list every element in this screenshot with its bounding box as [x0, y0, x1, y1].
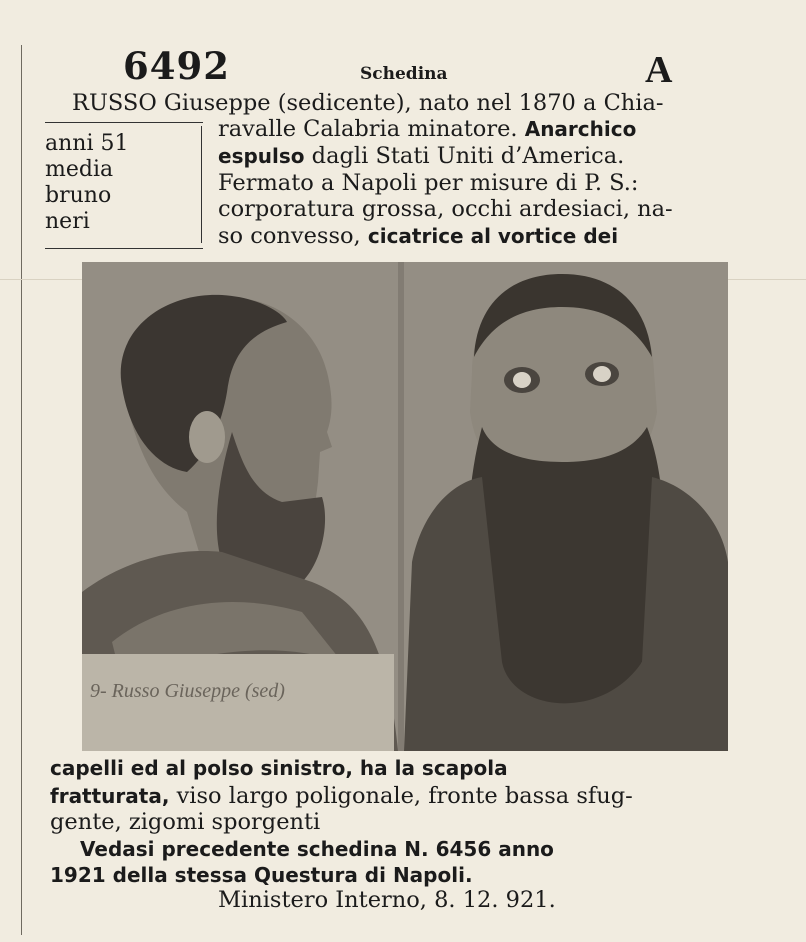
record-type-label: Schedina — [360, 64, 448, 84]
continuation-line — [50, 862, 473, 889]
continuation-line — [80, 836, 554, 863]
text-segment: so convesso, — [218, 223, 368, 249]
record-number: 6492 — [123, 44, 230, 88]
description-line — [72, 90, 664, 117]
descriptor-height: media — [45, 157, 114, 182]
text-segment: dagli Stati Uniti d’America. — [304, 143, 625, 169]
text-segment: ravalle Calabria minatore. — [218, 116, 525, 142]
bold-text-segment: Anarchico — [524, 117, 637, 141]
descriptor-age: anni 51 — [45, 131, 129, 156]
photo-caption: 9- Russo Giuseppe (sed) — [90, 680, 285, 702]
bold-text-segment: 1921 della stessa Questura di Napoli. — [50, 863, 473, 887]
bold-text-segment: espulso — [218, 144, 305, 168]
descriptor-box-divider — [201, 126, 202, 243]
description-line — [218, 116, 636, 143]
text-segment: Fermato a Napoli per misure di P. S.: — [218, 170, 639, 196]
mugshot-photo — [82, 262, 728, 751]
text-segment: gente, zigomi sporgenti — [50, 809, 321, 835]
issuer-footer: Ministero Interno, 8. 12. 921. — [218, 887, 556, 913]
category-letter: A — [645, 49, 673, 91]
bold-text-segment: Vedasi precedente schedina N. 6456 anno — [80, 837, 554, 861]
descriptor-hair: neri — [45, 209, 90, 234]
text-segment: corporatura grossa, occhi ardesiaci, na- — [218, 196, 673, 222]
continuation-line — [50, 783, 633, 810]
description-line — [218, 223, 618, 250]
description-line — [218, 143, 624, 170]
bold-text-segment: fratturata, — [50, 784, 170, 808]
descriptor-box — [45, 122, 203, 249]
text-segment: viso largo poligonale, fronte bassa sfug- — [169, 783, 633, 809]
description-line — [218, 196, 673, 223]
text-segment: RUSSO Giuseppe (sedicente), nato nel 1870 a Chia- — [72, 90, 664, 116]
continuation-line — [50, 755, 508, 782]
bold-text-segment: capelli ed al polso sinistro, ha la scapola — [50, 756, 508, 780]
page-margin-rule — [21, 45, 22, 935]
descriptor-complexion: bruno — [45, 183, 112, 208]
description-line — [218, 170, 639, 197]
continuation-line — [50, 809, 320, 836]
bold-text-segment: cicatrice al vortice dei — [367, 224, 619, 248]
